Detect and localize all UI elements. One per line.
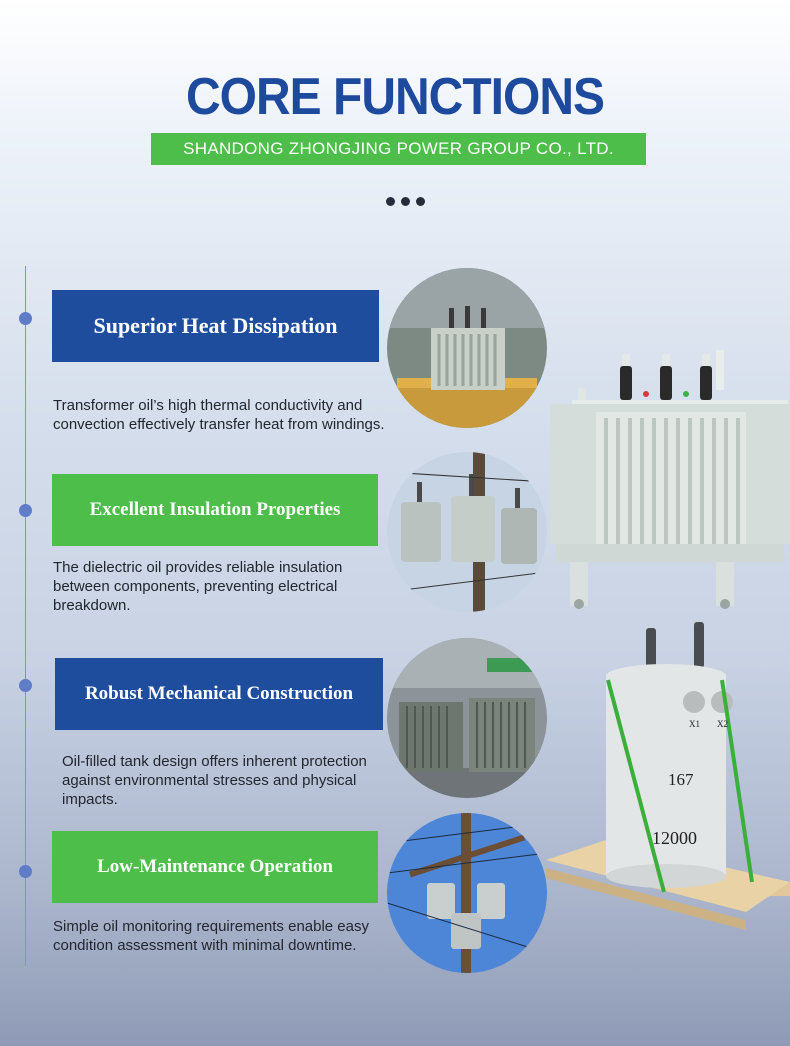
ellipsis-divider [386, 193, 431, 211]
feature-label-insulation: Excellent Insulation Properties [52, 474, 378, 546]
feature-description-insulation: The dielectric oil provides reliable insulation between components, preventing electrical breakdown. [53, 559, 343, 614]
feature-description-mechanical-construction: Oil-filled tank design offers inherent protection against environmental stresses and physical impacts. [62, 753, 367, 808]
terminal-label-x2: X2 [717, 719, 728, 729]
factory-transformer-photo [387, 268, 547, 428]
feature-label-low-maintenance: Low-Maintenance Operation [52, 831, 378, 903]
feature-description-low-maintenance: Simple oil monitoring requirements enable easy condition assessment with minimal downtime. [53, 918, 369, 954]
page-title: CORE FUNCTIONS [186, 68, 604, 127]
timeline-dot [19, 865, 32, 878]
oil-transformer-product-image [550, 348, 790, 610]
workshop-transformers-photo [387, 638, 547, 798]
voltage-rating-label: 12000 [652, 828, 697, 848]
company-banner: SHANDONG ZHONGJING POWER GROUP CO., LTD. [151, 133, 646, 165]
timeline-dot [19, 679, 32, 692]
feature-label-mechanical-construction: Robust Mechanical Construction [55, 658, 383, 730]
feature-description-heat-dissipation: Transformer oil’s high thermal conductivity and convection effectively transfer heat from windings. [53, 397, 385, 433]
timeline-dot [19, 504, 32, 517]
pole-transformer-product-image [546, 620, 790, 930]
feature-label-heat-dissipation: Superior Heat Dissipation [52, 290, 379, 362]
utility-pole-photo [387, 813, 547, 973]
timeline-dot [19, 312, 32, 325]
terminal-label-x1: X1 [689, 719, 700, 729]
pole-transformers-photo [387, 452, 547, 612]
timeline-line [25, 266, 26, 966]
kva-rating-label: 167 [668, 770, 694, 789]
